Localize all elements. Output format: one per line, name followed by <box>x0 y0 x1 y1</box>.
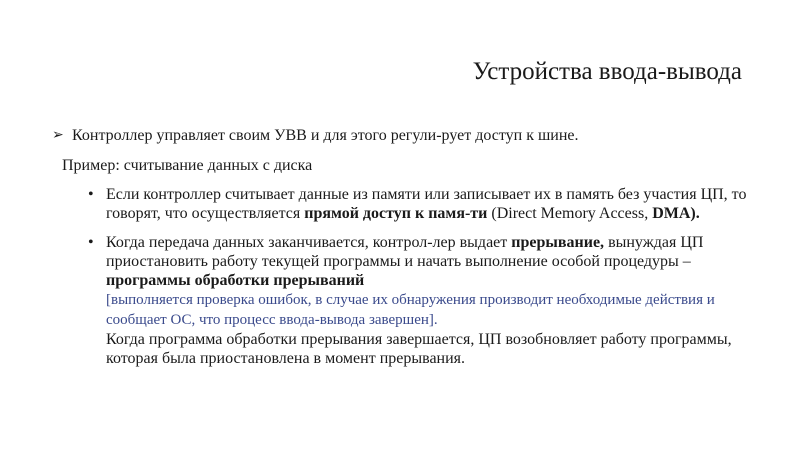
bullet-interrupt-bold-handler: программы обработки прерываний <box>106 272 365 289</box>
bullet-interrupt-text-c: Когда программа обработки прерывания завершается, ЦП возобновляет работу программы, которая была приостановлена в момент прерывания. <box>106 331 732 367</box>
bullet-interrupt-note: [выполняется проверка ошибок, в случае их обнаружения производит необходимые действия и сообщает ОС, что процесс ввода-вывода завершен]. <box>106 292 715 328</box>
bullet-interrupt-text <box>106 233 752 368</box>
main-point-text: Контроллер управляет своим УВВ и для этого регули-рует доступ к шине. <box>72 127 579 144</box>
bullet-dot-icon: • <box>88 234 94 251</box>
bullet-dma-text-b: (Direct Memory Access, <box>487 205 653 222</box>
bullet-interrupt-text-b: вынуждая ЦП приостановить работу текущей программы и начать выполнение особой процедуры – <box>106 234 704 270</box>
bullet-interrupt <box>88 233 752 368</box>
bullet-dma-bold-abbr: DMA). <box>652 205 700 222</box>
bullet-list <box>88 185 752 368</box>
main-point <box>52 126 752 145</box>
arrow-bullet-icon: ➢ <box>52 127 64 143</box>
bullet-dma <box>88 185 752 223</box>
slide-content <box>52 126 752 378</box>
bullet-dot-icon: • <box>88 186 94 203</box>
bullet-dma-text-a: Если контроллер считывает данные из памяти или записывает их в память без участия ЦП, то говорят, что осуществляется <box>106 186 747 222</box>
bullet-interrupt-text-a: Когда передача данных заканчивается, контрол-лер выдает <box>106 234 512 251</box>
example-heading: Пример: считывание данных с диска <box>62 157 313 174</box>
bullet-dma-text <box>106 185 752 223</box>
slide-title: Устройства ввода-вывода <box>472 58 742 85</box>
bullet-interrupt-bold-term: прерывание, <box>511 234 605 251</box>
bullet-dma-bold-term: прямой доступ к памя-ти <box>304 205 488 222</box>
